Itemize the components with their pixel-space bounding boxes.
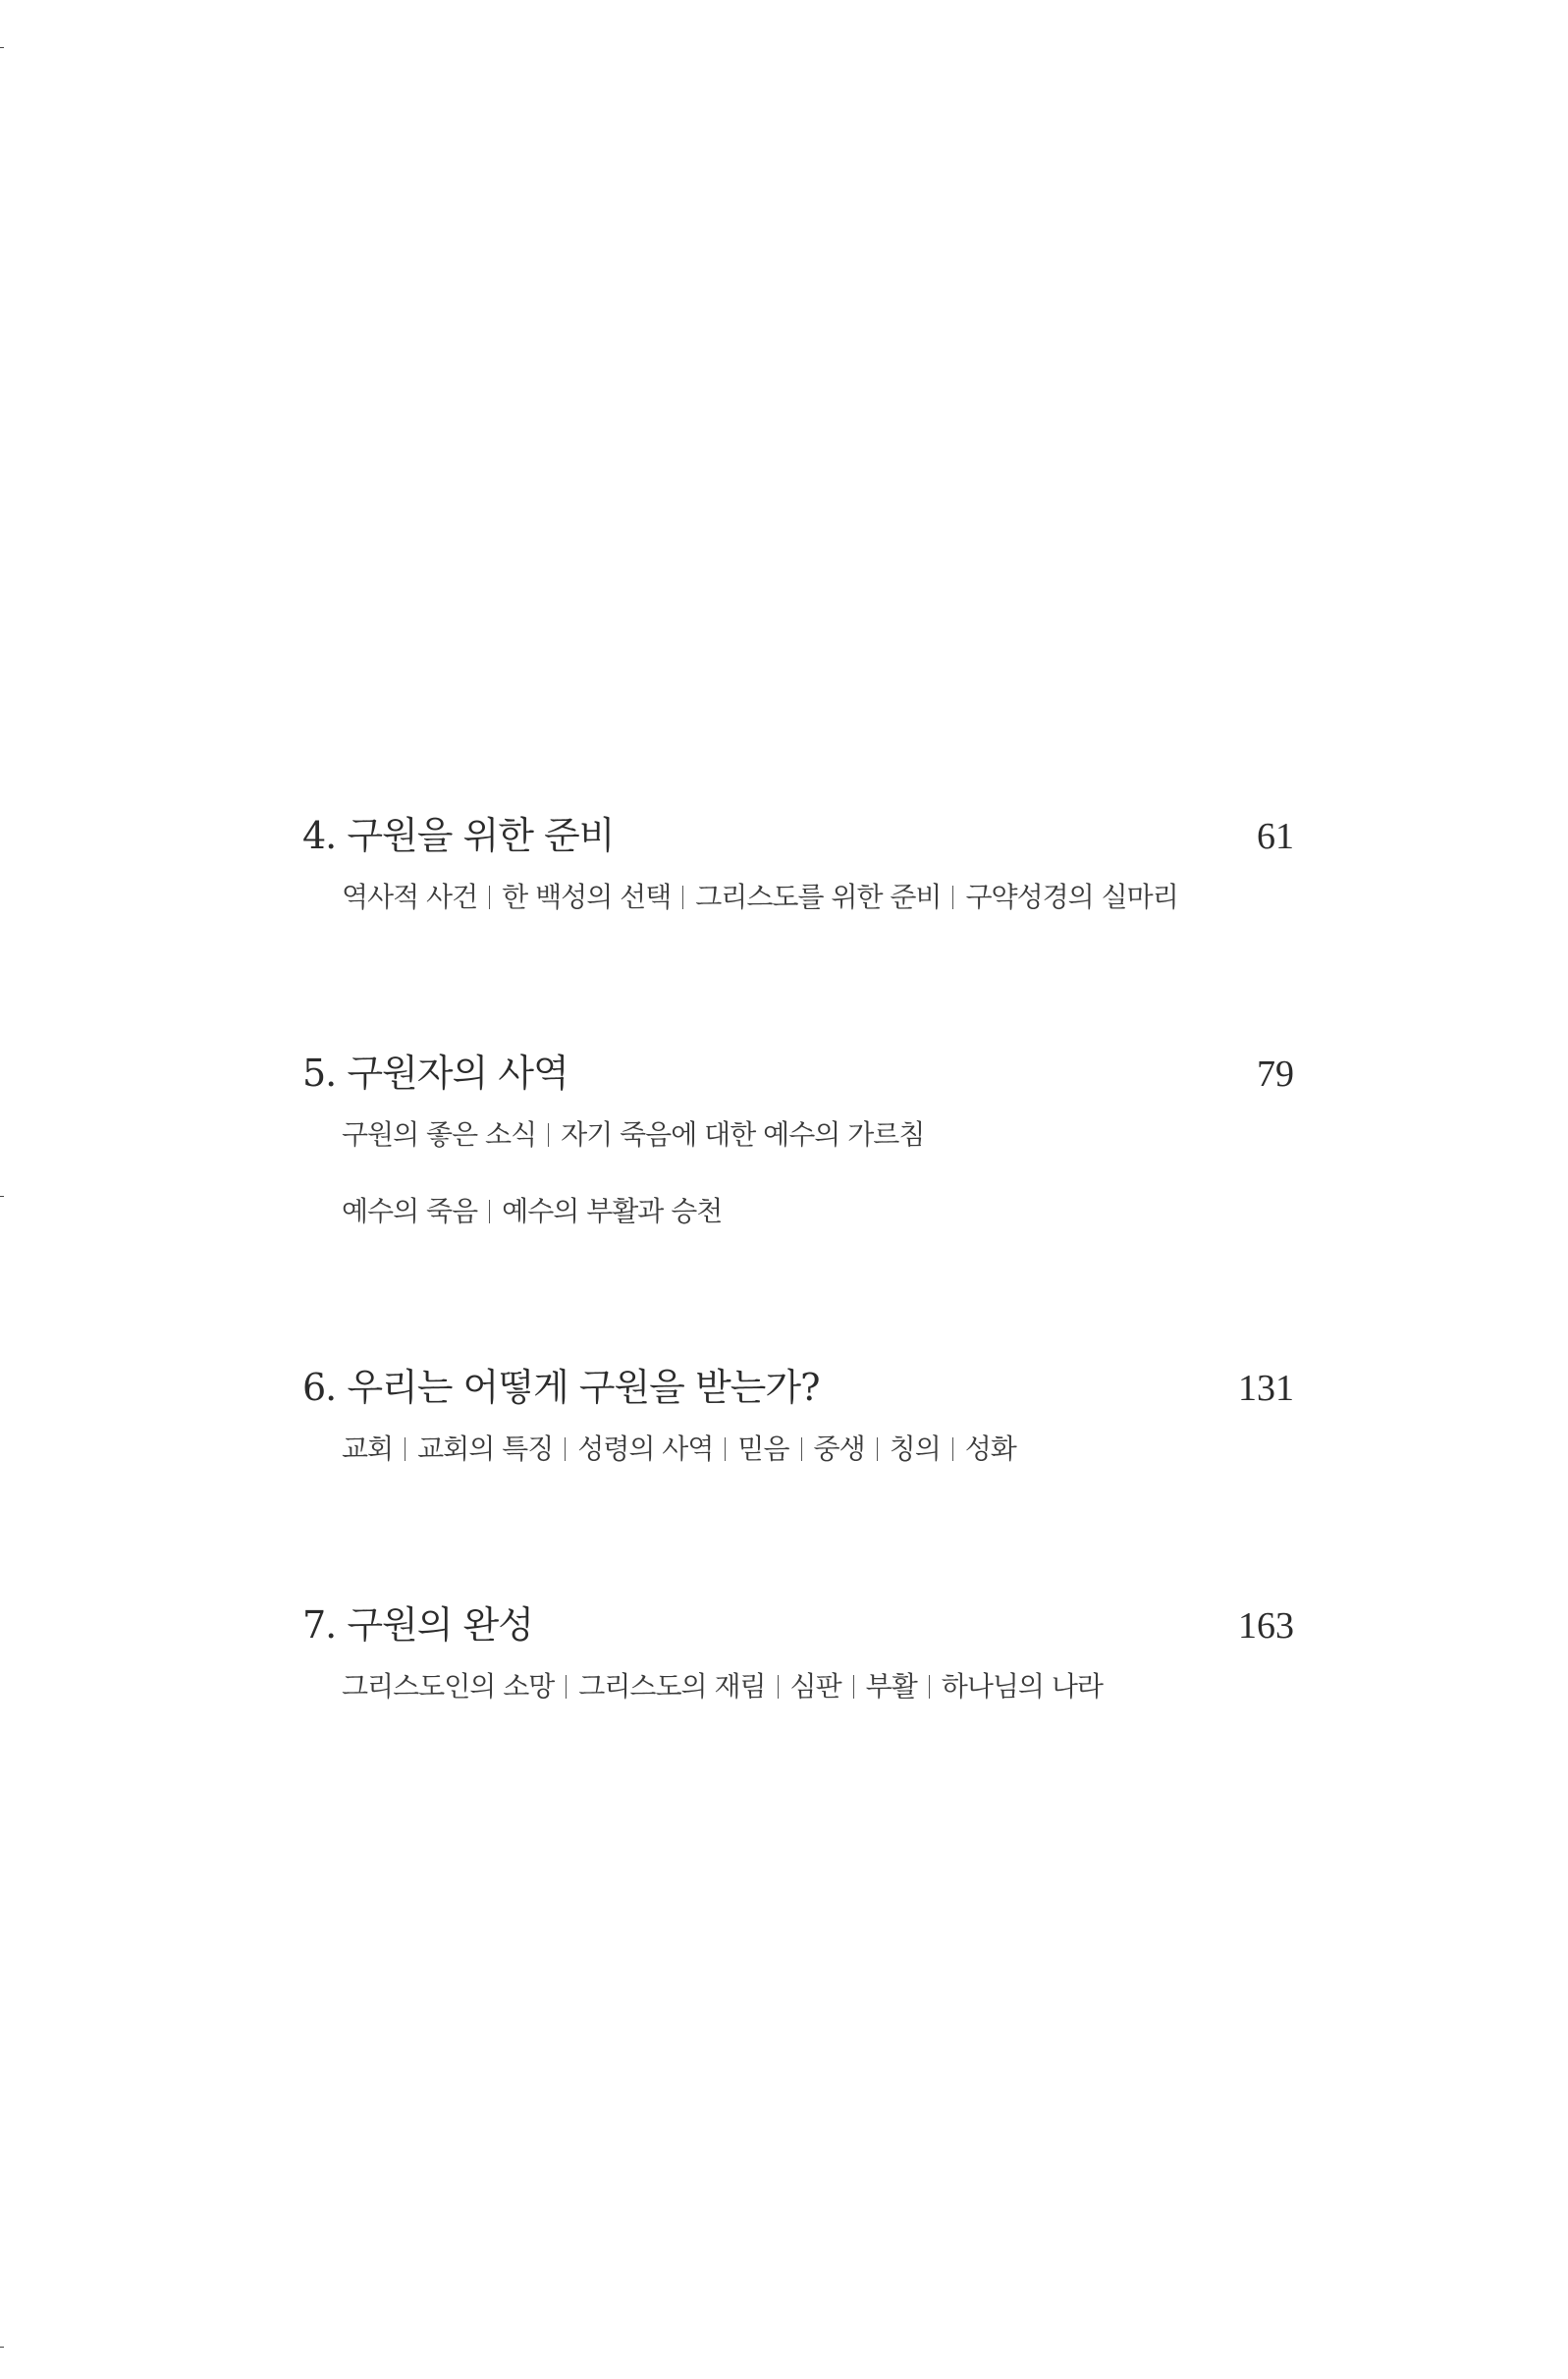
topic-separator [801,1437,802,1461]
topic-line [342,1428,1294,1504]
chapter-title: 4. 구원을 위한 준비 [302,814,615,857]
topic-line [342,1665,1294,1742]
chapter-topics [302,1428,1294,1504]
topic-item: 그리스도의 재림 [578,1670,766,1703]
topic-separator [778,1675,779,1699]
chapter-title: 5. 구원자의 사역 [302,1052,568,1095]
topic-item: 칭의 [889,1433,941,1465]
chapter-page-number: 79 [1257,1054,1294,1095]
topic-separator [489,886,490,909]
topic-separator [725,1437,726,1461]
chapter-topics [302,876,1294,952]
chapter-title: 6. 우리는 어떻게 구원을 받는가? [302,1366,820,1409]
topic-item: 구약성경의 실마리 [965,881,1178,913]
topic-item: 교회의 특징 [417,1433,554,1465]
topic-item: 예수의 부활과 승천 [502,1195,723,1227]
topic-separator [853,1675,854,1699]
topic-item: 하나님의 나라 [941,1670,1103,1703]
chapter-topics [302,1113,1294,1267]
chapter-topics [302,1665,1294,1742]
chapter-heading-row [302,1357,1294,1428]
topic-item: 예수의 죽음 [342,1195,478,1227]
topic-item: 자기 죽음에 대한 예수의 가르침 [561,1118,925,1151]
topic-item: 성령의 사역 [577,1433,714,1465]
chapter-page-number: 131 [1238,1368,1294,1409]
topic-item: 역사적 사건 [342,881,478,913]
topic-item: 믿음 [737,1433,789,1465]
chapter-page-number: 61 [1257,816,1294,857]
chapter-heading-row [302,1043,1294,1113]
topic-line [342,1190,1294,1267]
topic-separator [566,1675,567,1699]
topic-item: 성화 [964,1433,1016,1465]
chapter-4 [302,805,1294,952]
topic-separator [405,1437,406,1461]
chapter-7 [302,1595,1294,1742]
chapter-6 [302,1357,1294,1504]
topic-item: 교회 [342,1433,394,1465]
topic-separator [565,1437,566,1461]
topic-separator [682,886,683,909]
topic-separator [489,1200,490,1223]
topic-item: 구원의 좋은 소식 [342,1118,537,1151]
topic-separator [929,1675,930,1699]
topic-separator [548,1123,549,1147]
crop-mark-top [0,47,4,48]
topic-line [342,876,1294,952]
topic-separator [952,1437,953,1461]
chapter-heading-row [302,1595,1294,1665]
chapter-heading-row [302,805,1294,876]
chapter-5 [302,1043,1294,1267]
topic-separator [877,1437,878,1461]
topic-item: 부활 [865,1670,917,1703]
crop-mark-middle [0,1196,4,1197]
crop-mark-bottom [0,2347,4,2348]
table-of-contents [302,805,1294,1742]
chapter-title: 7. 구원의 완성 [302,1603,533,1647]
topic-line [342,1113,1294,1190]
topic-separator [952,886,953,909]
chapter-page-number: 163 [1238,1605,1294,1647]
topic-item: 중생 [813,1433,865,1465]
topic-item: 그리스도를 위한 준비 [695,881,942,913]
topic-item: 그리스도인의 소망 [342,1670,555,1703]
topic-item: 심판 [789,1670,841,1703]
topic-item: 한 백성의 선택 [502,881,672,913]
